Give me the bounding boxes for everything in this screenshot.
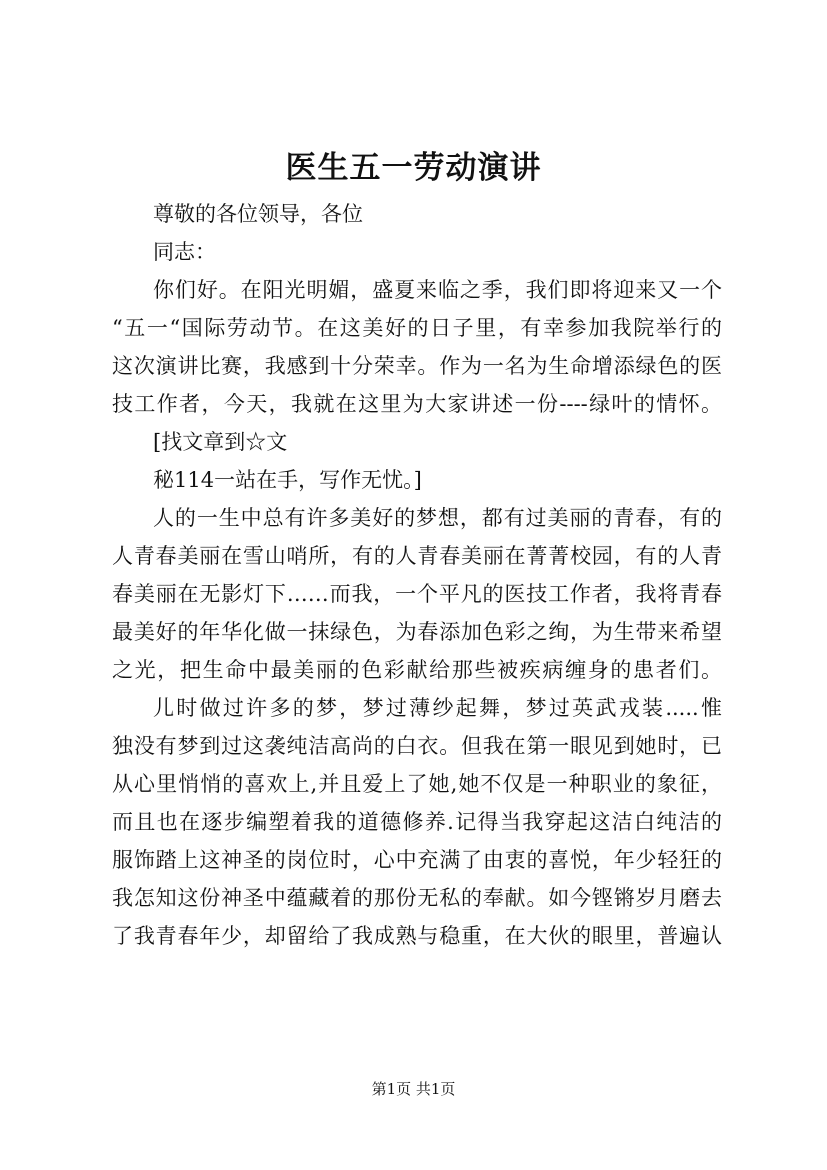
- text-line: 技工作者，今天，我就在这里为大家讲述一份----绿叶的情怀。: [112, 392, 722, 416]
- text-line: “五一“国际劳动节。在这美好的日子里，有幸参加我院举行的: [112, 316, 722, 340]
- text-line: 了我青春年少，却留给了我成熟与稳重，在大伙的眼里，普遍认: [112, 924, 722, 948]
- document-title: 医生五一劳动演讲: [285, 150, 542, 186]
- page-footer: 第1页 共1页: [371, 1080, 456, 1098]
- text-line: 服饰踏上这神圣的岗位时，心中充满了由衷的喜悦，年少轻狂的: [112, 848, 722, 872]
- text-line: 之光，把生命中最美丽的色彩献给那些被疾病缠身的患者们。: [112, 658, 722, 682]
- text-line: 春美丽在无影灯下……而我，一个平凡的医技工作者，我将青春: [112, 582, 722, 606]
- text-line: 儿时做过许多的梦，梦过薄纱起舞，梦过英武戎装.....惟: [153, 696, 722, 720]
- text-line: 独没有梦到过这袭纯洁高尚的白衣。但我在第一眼见到她时，已: [112, 734, 722, 758]
- text-line: 这次演讲比赛，我感到十分荣幸。作为一名为生命增添绿色的医: [112, 354, 722, 378]
- text-line: 而且也在逐步编塑着我的道德修养.记得当我穿起这洁白纯洁的: [112, 810, 722, 834]
- text-line: 人的一生中总有许多美好的梦想，都有过美丽的青春，有的: [153, 506, 722, 530]
- text-line: 最美好的年华化做一抹绿色，为春添加色彩之绚，为生带来希望: [112, 620, 722, 644]
- text-line: [找文章到☆文: [153, 430, 288, 454]
- text-line: 尊敬的各位领导，各位: [153, 202, 363, 226]
- document-body: [112, 195, 722, 955]
- text-line: 人青春美丽在雪山哨所，有的人青春美丽在菁菁校园，有的人青: [112, 544, 722, 568]
- text-line: 你们好。在阳光明媚，盛夏来临之季，我们即将迎来又一个: [153, 278, 722, 302]
- text-line: 秘114一站在手，写作无忧。]: [153, 468, 422, 492]
- text-line: 从心里悄悄的喜欢上,并且爱上了她,她不仅是一种职业的象征，: [112, 772, 722, 796]
- text-line: 同志：: [153, 240, 216, 264]
- text-line: 我怎知这份神圣中蕴藏着的那份无私的奉献。如今铿锵岁月磨去: [112, 886, 722, 910]
